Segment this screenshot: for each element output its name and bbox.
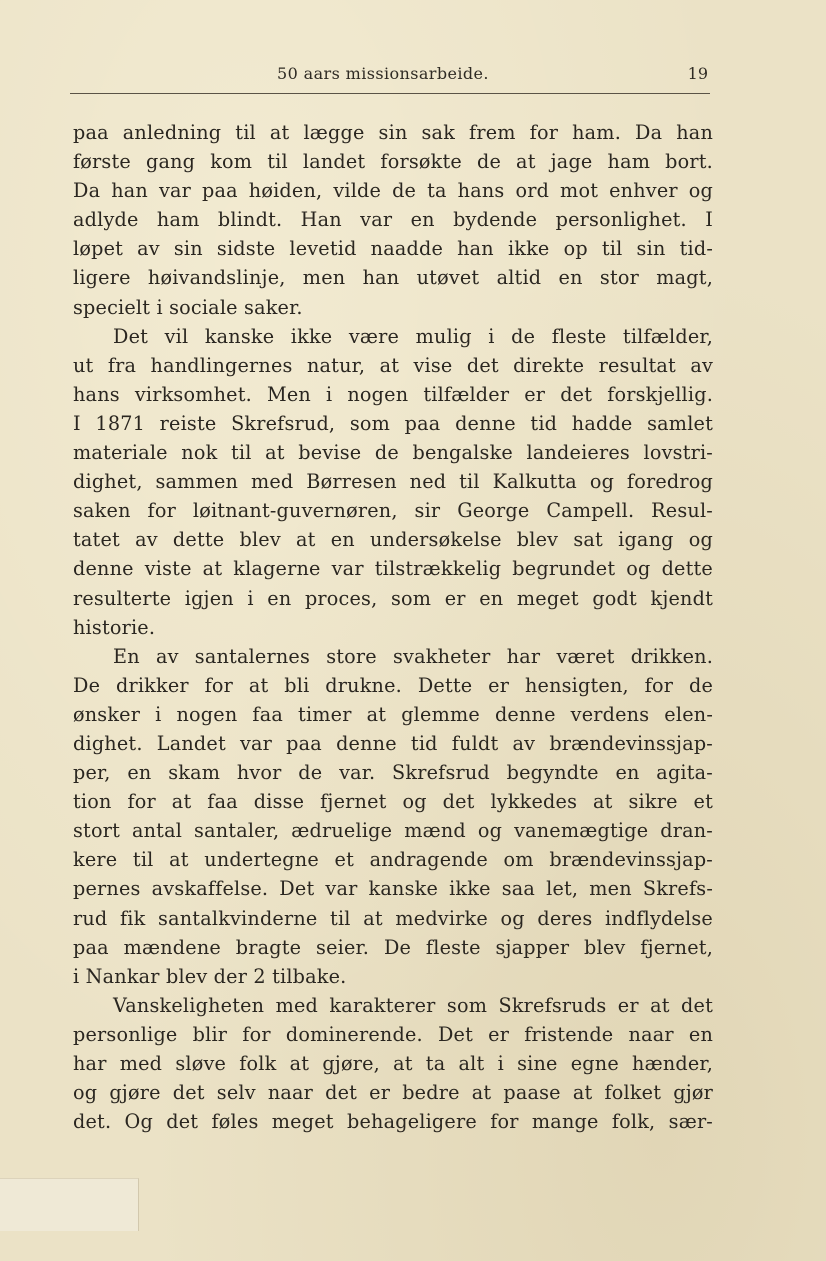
text-line: tion for at faa disse fjernet og det lykkedes at sikre et	[73, 790, 713, 814]
text-line: pernes avskaffelse. Det var kanske ikke saa let, men Skrefs-	[73, 877, 713, 901]
text-line: stort antal santaler, ædruelige mænd og vanemægtige dran-	[73, 819, 713, 843]
text-line: personlige blir for dominerende. Det er fristende naar en	[73, 1022, 713, 1046]
text-line: adlyde ham blindt. Han var en bydende personlighet. I	[73, 208, 713, 232]
text-line: ut fra handlingernes natur, at vise det direkte resultat av	[73, 353, 713, 377]
text-line: materiale nok til at bevise de bengalske landeieres lovstri-	[73, 441, 713, 465]
text-line: per, en skam hvor de var. Skrefsrud begyndte en agita-	[73, 761, 713, 785]
text-line: En av santalernes store svakheter har været drikken.	[113, 644, 713, 668]
text-line: I 1871 reiste Skrefsrud, som paa denne tid hadde samlet	[73, 411, 713, 435]
text-line: har med sløve folk at gjøre, at ta alt i sine egne hænder,	[73, 1052, 713, 1075]
text-line: historie.	[73, 615, 156, 639]
text-line: Vanskeligheten med karakterer som Skrefsruds er at det	[113, 993, 713, 1017]
text-line: paa mændene bragte seier. De fleste sjapper blev fjernet,	[73, 935, 713, 959]
text-line: første gang kom til landet forsøkte de at jage ham bort.	[73, 150, 713, 174]
text-line: Da han var paa høiden, vilde de ta hans ord mot enhver og	[73, 179, 713, 203]
text-line: hans virksomhet. Men i nogen tilfælder er det forskjellig.	[73, 382, 713, 406]
text-line: denne viste at klagerne var tilstrækkelig begrundet og dette	[73, 557, 713, 581]
text-line: dighet, sammen med Børresen ned til Kalkutta og foredrog	[73, 470, 713, 494]
text-line: paa anledning til at lægge sin sak frem for ham. Da han	[73, 121, 713, 144]
text-line: i Nankar blev der 2 tilbake.	[73, 964, 347, 988]
text-line: og gjøre det selv naar det er bedre at paase at folket gjør	[73, 1081, 713, 1105]
text-line: Det vil kanske ikke være mulig i de fleste tilfælder,	[113, 324, 713, 348]
header-rule	[70, 93, 710, 94]
paper-edge	[0, 1178, 139, 1231]
text-line: det. Og det føles meget behageligere for mange folk, sær-	[73, 1110, 713, 1134]
text-line: rud fik santalkvinderne til at medvirke og deres indflydelse	[73, 906, 713, 930]
running-title: 50 aars missionsarbeide.	[277, 64, 489, 83]
text-line: ønsker i nogen faa timer at glemme denne verdens elen-	[73, 702, 713, 726]
text-line: dighet. Landet var paa denne tid fuldt av brændevinssjap-	[73, 731, 713, 755]
text-line: specielt i sociale saker.	[73, 295, 303, 319]
body-text	[73, 118, 713, 1136]
text-line: løpet av sin sidste levetid naadde han ikke op til sin tid-	[73, 237, 713, 261]
text-line: kere til at undertegne et andragende om brændevinssjap-	[73, 848, 713, 872]
text-line: resulterte igjen i en proces, som er en meget godt kjendt	[73, 586, 713, 610]
page-number: 19	[687, 64, 708, 83]
text-line: tatet av dette blev at en undersøkelse blev sat igang og	[73, 528, 713, 552]
page-header	[72, 62, 712, 92]
text-line: ligere høivandslinje, men han utøvet altid en stor magt,	[73, 266, 713, 290]
text-line: saken for løitnant-guvernøren, sir George Campell. Resul-	[73, 499, 713, 523]
text-line: De drikker for at bli drukne. Dette er hensigten, for de	[73, 673, 713, 697]
